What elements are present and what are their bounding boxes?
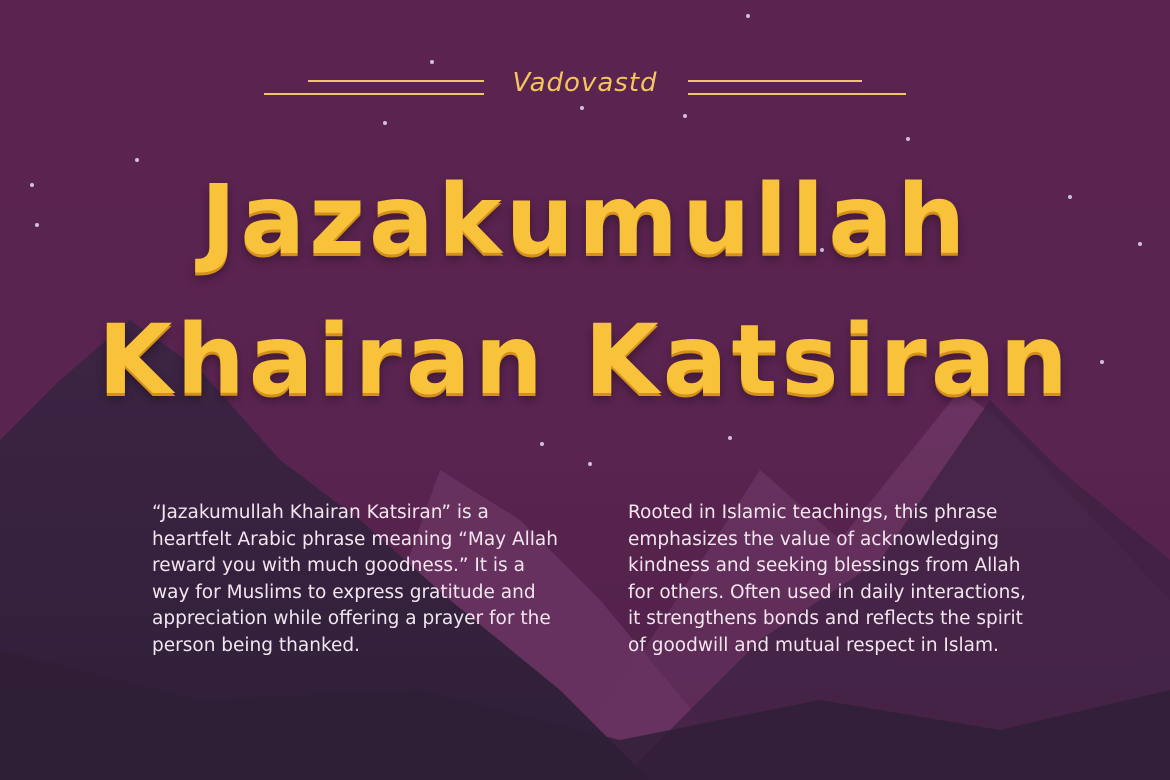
star <box>430 60 434 64</box>
star <box>588 462 592 466</box>
title-line-2: Khairan Katsiran <box>98 304 1072 416</box>
star <box>135 158 139 162</box>
star <box>540 442 544 446</box>
description-right: Rooted in Islamic teachings, this phrase emphasizes the value of acknowledging kindness and seeking blessings from Allah for others. Often used in daily interactions, it strengthens bonds and reflects the spirit of goodwill and mutual respect in Islam. <box>628 502 1026 656</box>
star <box>746 14 750 18</box>
star <box>906 137 910 141</box>
star <box>580 106 584 110</box>
title-line-1: Jazakumullah <box>200 164 970 276</box>
star <box>728 436 732 440</box>
brand-name: Vadovastd <box>512 68 658 98</box>
star <box>683 114 687 118</box>
star <box>383 121 387 125</box>
description-left: “Jazakumullah Khairan Katsiran” is a heartfelt Arabic phrase meaning “May Allah reward you with much goodness.” It is a way for Muslims to express gratitude and appreciation while offering a prayer for the person being thanked. <box>152 502 558 656</box>
